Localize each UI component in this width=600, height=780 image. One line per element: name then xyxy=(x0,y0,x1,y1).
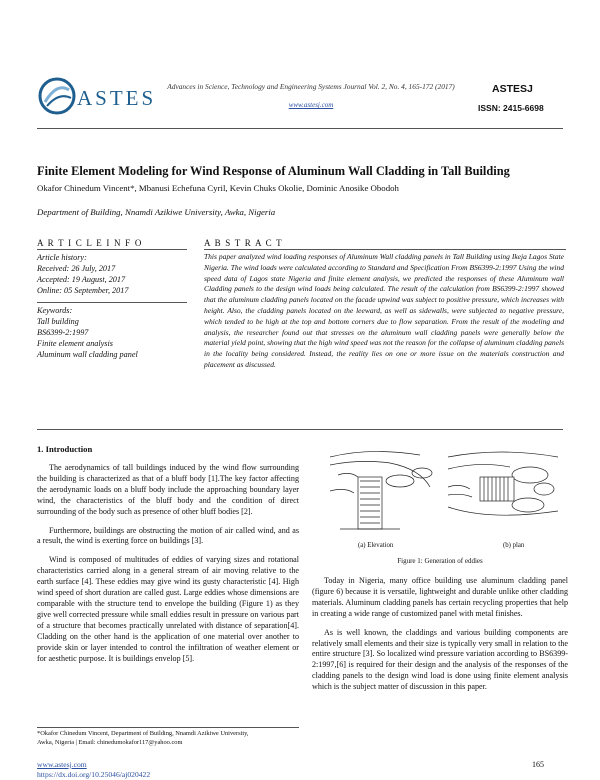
issn: ISSN: 2415-6698 xyxy=(478,103,544,113)
body-paragraph: Furthermore, buildings are obstructing the motion of air called wind, and as a result, the wind is exerting force on buildings [3]. xyxy=(37,525,299,546)
abstract-heading: A B S T R A C T xyxy=(204,238,283,248)
journal-url-link[interactable]: www.astesj.com xyxy=(288,101,334,109)
figure-eddies xyxy=(330,447,558,537)
body-paragraph: The aerodynamics of tall buildings induced by the wind flow surrounding the building is characterized as that of a bluff body [1].The key factor affecting the aerodynamic loads on a bluff body include the approaching boundary layer wind, the characteristics of the bluff body and the condition of direct surrounding of the body such as presence of other bluff bodies [2]. xyxy=(37,463,299,516)
keyword-item: Aluminum wall cladding panel xyxy=(37,350,138,359)
figure-label-plan: (b) plan xyxy=(503,542,525,549)
figure-caption: Figure 1: Generation of eddies xyxy=(397,557,483,565)
footer-doi-link[interactable]: https://dx.doi.org/10.25046/aj020422 xyxy=(37,770,151,779)
footnote-rule xyxy=(37,727,299,728)
page-number: 165 xyxy=(532,760,544,769)
keywords-label: Keywords: xyxy=(37,306,73,315)
body-paragraph: As is well known, the claddings and various building components are relatively small elements and their size is typically very small in relation to the entire structure [3]. So localized wind pressure variation according to BS6399-2:1997,[6] is required for their design and the analysis of the responses of the cladding panels to the design wind load is done using finite element analysis which is the subject matter of discussion in this paper. xyxy=(312,627,568,692)
logo-text: ASTES xyxy=(77,86,157,110)
footer-journal-link[interactable]: www.astesj.com xyxy=(37,760,87,769)
accepted-date: Accepted: 19 August, 2017 xyxy=(37,275,126,284)
column-left xyxy=(37,463,299,672)
history-label: Article history: xyxy=(37,253,87,262)
paper-authors: Okafor Chinedum Vincent*, Mbanusi Echefuna Cyril, Kevin Chuks Okolie, Dominic Anosike Obodoh xyxy=(37,183,399,193)
body-paragraph: Wind is composed of multitudes of eddies of varying sizes and rotational characteristics carried along in a general stream of air moving relative to the earth surface [4]. These eddies may give wind its gusty characteristic [4]. High wind speed of short duration are called gust. Large eddies whose dimensions are comparable with the structure tend to envelope the building (Figure 1) as they give well corrected pressure while small eddies result in pressure on various part of a structure that becomes practically unrelated with distance of separation[4]. Cladding on the other hand is the application of one material over another to provide skin or layer intended to control the infiltration of weather element or for aesthetic purpose. It is buildings envelop [5]. xyxy=(37,555,299,663)
keyword-item: BS6399-2:1997 xyxy=(37,328,89,337)
article-info-rule xyxy=(37,249,187,250)
eddies-diagram xyxy=(330,447,558,537)
corresponding-author-footnote xyxy=(37,730,299,747)
received-date: Received: 26 July, 2017 xyxy=(37,264,116,273)
abstract-text: This paper analyzed wind loading responses of Aluminum Wall cladding panels in Tall Building using Ikeja Lagos State Nigeria. The wind loads were calculated according to Standard and Specification From BS6399-2:1997 Using the wind speed data of Lagos state Nigeria and finite element analysis, we predicted the responses of these Aluminum wall Cladding panels to the design wind loads being calculated. The result of the calculation from BS6399-2:1997 showed that the aluminum cladding panels located on the facade upwind was subject to positive pressure, which increases with height. Also, the cladding panels located on the leeward, as well as sidewalls, were subjected to negative pressure, which tended to be high at the top and bottom corners due to flow separation. From the result of the modeling and analysis, the researcher found out that stresses on the aluminum wall cladding panels were generally below the material yield point, showing that the high wind speed was not the reason for the collapse of aluminum cladding panels in the locality being considered. Instead, the reality lies on one or more issue on the materials construction and placement as discussed. xyxy=(204,252,564,369)
keyword-item: Finite element analysis xyxy=(37,339,113,348)
logo-emblem-icon xyxy=(37,76,77,116)
article-history xyxy=(37,252,185,296)
paper-title: Finite Element Modeling for Wind Response of Aluminum Wall Cladding in Tall Building xyxy=(37,164,510,178)
abstract-rule xyxy=(204,249,566,250)
keywords-rule xyxy=(37,302,187,303)
keyword-item: Tall building xyxy=(37,317,79,326)
body-paragraph: Today in Nigeria, many office building use aluminum cladding panel (figure 6) because it is versatile, lightweight and durable unlike other cladding materials. Aluminum cladding panels has certain recycling properties that help in creating a wide range of customized panel with metal finishes. xyxy=(312,576,568,618)
footer-links xyxy=(37,760,150,780)
journal-abbrev: ASTESJ xyxy=(492,83,533,95)
column-right xyxy=(312,576,568,701)
keywords-block xyxy=(37,305,185,360)
footnote-line: *Okafor Chinedum Vincent, Department of Building, Nnamdi Azikiwe University, xyxy=(37,730,249,737)
section-heading-introduction: 1. Introduction xyxy=(37,444,93,454)
online-date: Online: 05 September, 2017 xyxy=(37,286,129,295)
article-info-heading: A R T I C L E I N F O xyxy=(37,238,143,248)
abstract-bottom-rule xyxy=(37,429,563,430)
paper-affiliation: Department of Building, Nnamdi Azikiwe University, Awka, Nigeria xyxy=(37,207,276,217)
journal-citation: Advances in Science, Technology and Engineering Systems Journal Vol. 2, No. 4, 165-172 (2017) xyxy=(167,82,455,91)
header-divider xyxy=(37,128,563,129)
footnote-line: Awka, Nigeria | Email: chinedumokafor117@yahoo.com xyxy=(37,738,183,746)
figure-label-elevation: (a) Elevation xyxy=(358,542,394,549)
